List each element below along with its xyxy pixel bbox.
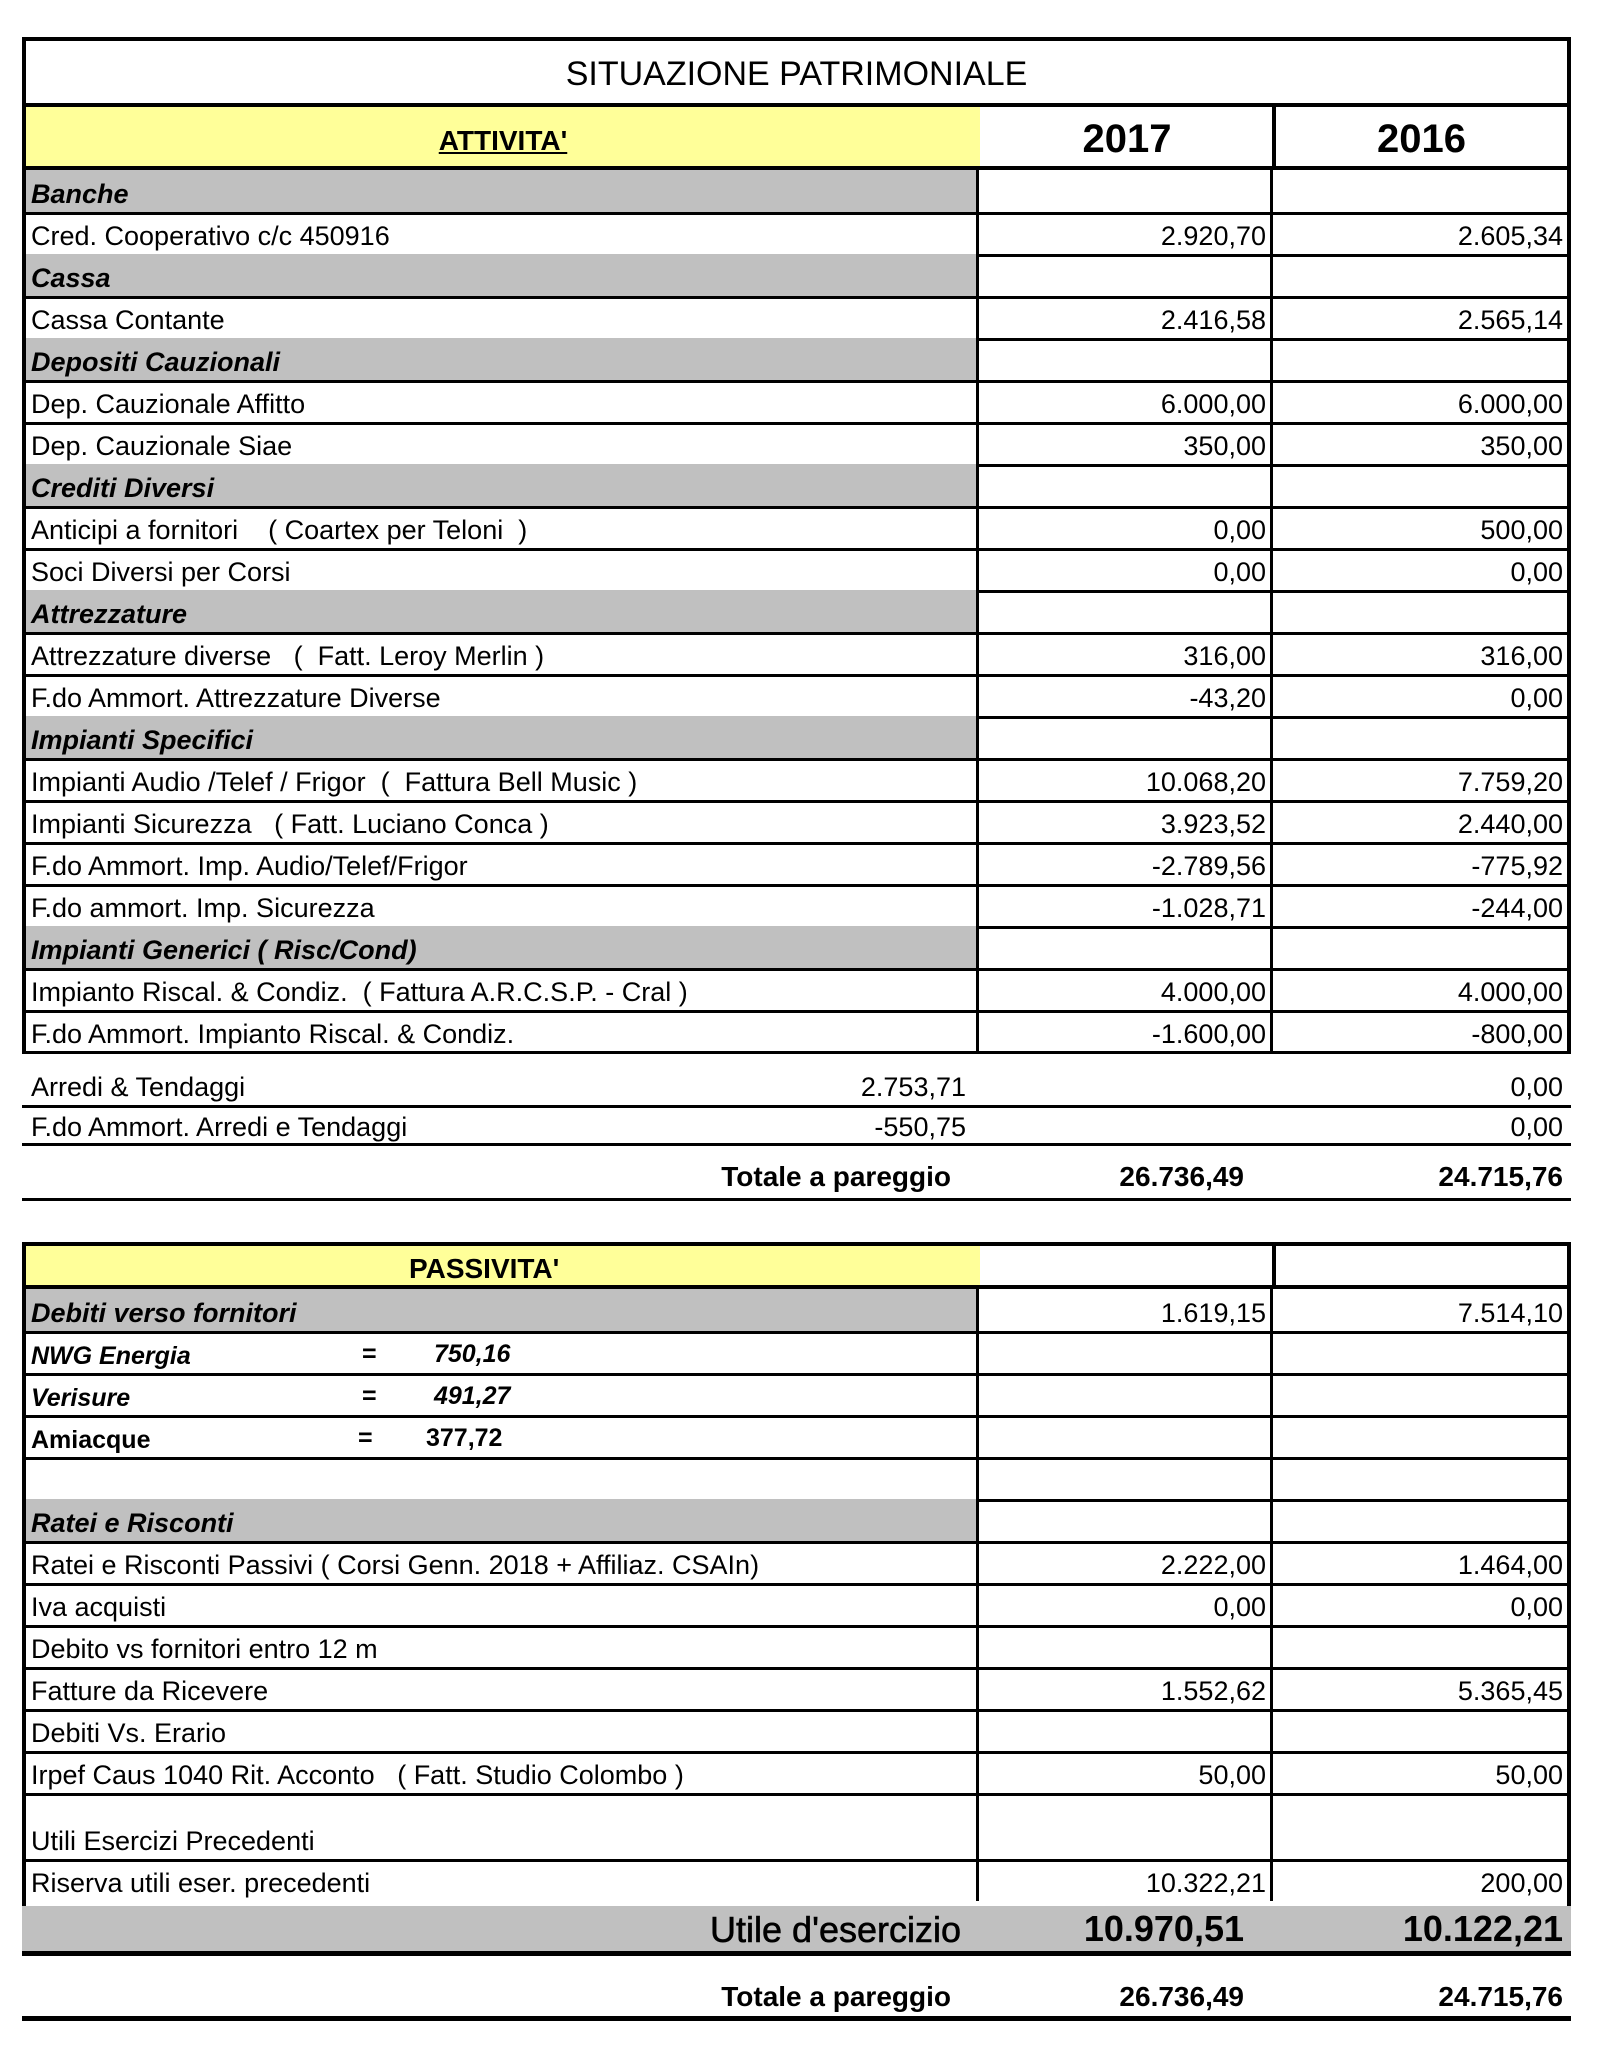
value-2016 — [1273, 1625, 1567, 1667]
value-2016: 5.365,45 — [1457, 1676, 1563, 1706]
passivita-total-label: Totale a pareggio — [721, 1981, 951, 2012]
value-2017 — [979, 1457, 1270, 1499]
value-2016: 500,00 — [1480, 515, 1563, 545]
row-label: Iva acquisti — [31, 1592, 167, 1622]
value-2016 — [1273, 338, 1567, 380]
value-2016: 2.440,00 — [1457, 809, 1563, 839]
value-2016 — [1273, 1709, 1567, 1751]
utile-label: Utile d'esercizio — [710, 1909, 961, 1950]
year-2017-header: 2017 — [1082, 117, 1172, 161]
equals-sign: = — [362, 1340, 377, 1368]
row-label: Attrezzature diverse ( Fatt. Leroy Merlin ) — [31, 641, 545, 671]
passivita-total-row — [22, 1975, 1571, 2021]
value-2017 — [979, 1625, 1270, 1667]
value-2016 — [1273, 590, 1567, 632]
value-2017 — [979, 1415, 1270, 1457]
value-2016 — [1273, 926, 1567, 968]
balance-sheet-title-box — [22, 37, 1571, 107]
row-label-cell — [26, 1709, 976, 1751]
table-row — [26, 632, 1567, 677]
value-2016 — [1273, 1373, 1567, 1415]
row-label: Impianti Sicurezza ( Fatt. Luciano Conca ) — [31, 809, 549, 839]
value-2016 — [1273, 1457, 1567, 1499]
row-label-cell — [26, 1373, 976, 1415]
table-row — [26, 968, 1567, 1013]
table-row — [26, 380, 1567, 425]
table-row — [26, 1415, 1567, 1460]
value-2017 — [979, 1499, 1270, 1541]
row-label-cell — [26, 716, 976, 758]
table-row — [26, 548, 1567, 593]
page-title: SITUAZIONE PATRIMONIALE — [565, 55, 1028, 93]
year-2016-header: 2016 — [1377, 117, 1466, 161]
value-2017 — [979, 1709, 1270, 1751]
detail-amount: 377,72 — [426, 1424, 503, 1452]
value-2017: 350,00 — [1183, 431, 1266, 461]
table-row — [26, 1331, 1567, 1376]
row-label-cell — [26, 548, 976, 590]
row-label: NWG Energia — [31, 1342, 191, 1370]
value-2017 — [979, 254, 1270, 296]
value-2017: 1.619,15 — [1160, 1298, 1266, 1328]
value-2017: 10.322,21 — [1145, 1868, 1266, 1898]
value-2017: 2.416,58 — [1160, 305, 1266, 335]
table-row — [26, 1793, 1567, 1862]
row-label-cell — [26, 254, 976, 296]
row-label: Debiti verso fornitori — [31, 1298, 297, 1328]
section-row — [26, 170, 1567, 215]
table-row — [26, 1625, 1567, 1670]
row-label: Debiti Vs. Erario — [31, 1718, 227, 1748]
passivita-header-cell — [26, 1246, 980, 1285]
value-2016: 0,00 — [1510, 1112, 1563, 1142]
row-label: F.do Ammort. Arredi e Tendaggi — [31, 1112, 408, 1142]
passivita-total-2017: 26.736,49 — [1119, 1981, 1244, 2012]
value-2016 — [1273, 1499, 1567, 1541]
row-label-cell — [26, 926, 976, 968]
value-2016: 4.000,00 — [1457, 977, 1563, 1007]
row-label: Cassa Contante — [31, 305, 225, 335]
row-label-cell — [26, 1583, 976, 1625]
row-label-cell — [26, 1331, 976, 1373]
value-2016 — [1273, 1793, 1567, 1859]
row-label-cell — [26, 380, 976, 422]
value-2017: 50,00 — [1198, 1760, 1266, 1790]
table-row — [26, 1709, 1567, 1754]
section-row — [26, 590, 1567, 635]
value-2017: 6.000,00 — [1160, 389, 1266, 419]
value-2016 — [1273, 1331, 1567, 1373]
row-label-cell — [26, 1859, 976, 1901]
value-2017: 0,00 — [1213, 1592, 1266, 1622]
row-label-cell — [26, 506, 976, 548]
passivita-heading — [409, 1253, 567, 1288]
row-label: F.do Ammort. Imp. Audio/Telef/Frigor — [31, 851, 468, 881]
arredi-rows — [22, 1060, 1571, 1145]
row-label: Cassa — [31, 263, 111, 293]
row-label: Ratei e Risconti Passivi ( Corsi Genn. 2018 + Affiliaz. CSAIn) — [31, 1550, 760, 1580]
equals-sign: = — [358, 1424, 373, 1452]
table-row — [26, 1373, 1567, 1418]
row-label: Banche — [31, 179, 129, 209]
table-row — [26, 212, 1567, 257]
value-2016: 50,00 — [1495, 1760, 1563, 1790]
value-2017: 316,00 — [1183, 641, 1266, 671]
value-2016: -775,92 — [1471, 851, 1563, 881]
value-2016: 2.605,34 — [1457, 221, 1563, 251]
row-label: Impianto Riscal. & Condiz. ( Fattura A.R.C.S.P. - Cral ) — [31, 977, 688, 1007]
value-2016: 7.759,20 — [1457, 767, 1563, 797]
row-label: F.do ammort. Imp. Sicurezza — [31, 893, 375, 923]
row-label-cell — [26, 1625, 976, 1667]
value-2017 — [979, 1373, 1270, 1415]
row-label: Verisure — [31, 1384, 131, 1412]
table-row — [26, 1751, 1567, 1796]
row-label: Impianti Specifici — [31, 725, 254, 755]
row-label-cell — [26, 674, 976, 716]
value-2016: 7.514,10 — [1457, 1298, 1563, 1328]
row-label-cell — [26, 1541, 976, 1583]
row-label-cell — [26, 632, 976, 674]
row-label: Depositi Cauzionali — [31, 347, 281, 377]
section-row — [26, 716, 1567, 761]
attivita-header — [22, 103, 1571, 170]
value-2016: 350,00 — [1480, 431, 1563, 461]
value-2017: 2.753,71 — [860, 1072, 966, 1102]
table-row — [26, 674, 1567, 719]
row-label-cell — [26, 1499, 976, 1541]
row-label-cell — [26, 884, 976, 926]
value-2017 — [979, 590, 1270, 632]
passivita-heading-text: PASSIVITA' — [409, 1253, 560, 1284]
utile-2017: 10.970,51 — [1083, 1908, 1244, 1949]
value-2017: 3.923,52 — [1160, 809, 1266, 839]
table-row — [22, 1060, 1571, 1108]
row-label-cell — [26, 296, 976, 338]
table-row — [26, 842, 1567, 887]
section-row — [26, 254, 1567, 299]
value-2017 — [979, 464, 1270, 506]
value-2017 — [979, 1793, 1270, 1859]
attivita-table — [22, 170, 1571, 1054]
row-label-cell — [26, 842, 976, 884]
row-label-cell — [26, 464, 976, 506]
value-2017: 4.000,00 — [1160, 977, 1266, 1007]
detail-amount: 750,16 — [434, 1340, 511, 1368]
passivita-header — [22, 1242, 1571, 1289]
value-2016: 0,00 — [1510, 683, 1563, 713]
passivita-table — [22, 1289, 1571, 1906]
row-label: Dep. Cauzionale Siae — [31, 431, 293, 461]
value-2017: -43,20 — [1189, 683, 1266, 713]
table-row — [26, 884, 1567, 929]
row-label: Impianti Generici ( Risc/Cond) — [31, 935, 417, 965]
value-2016 — [1273, 170, 1567, 212]
table-row — [26, 1541, 1567, 1586]
value-2017: 10.068,20 — [1145, 767, 1266, 797]
table-row — [26, 506, 1567, 551]
utile-esercizio-row — [22, 1906, 1571, 1956]
value-2016: -244,00 — [1471, 893, 1563, 923]
value-2017: -1.600,00 — [1151, 1019, 1266, 1049]
table-row — [26, 800, 1567, 845]
section-row — [26, 464, 1567, 509]
row-label-cell — [26, 212, 976, 254]
table-row — [26, 422, 1567, 467]
attivita-heading: ATTIVITA' — [438, 125, 568, 156]
table-row — [26, 1859, 1567, 1901]
value-2016: 0,00 — [1510, 557, 1563, 587]
value-2017 — [979, 1331, 1270, 1373]
value-2016: 200,00 — [1480, 1868, 1563, 1898]
value-2017 — [979, 338, 1270, 380]
value-2016: 2.565,14 — [1457, 305, 1563, 335]
table-row — [22, 1108, 1571, 1146]
row-label: Anticipi a fornitori ( Coartex per Teloni ) — [31, 515, 528, 545]
row-label-cell — [26, 1457, 976, 1499]
row-label: F.do Ammort. Impianto Riscal. & Condiz. — [31, 1019, 515, 1049]
row-label: Irpef Caus 1040 Rit. Acconto ( Fatt. Studio Colombo ) — [31, 1760, 684, 1790]
table-row — [26, 758, 1567, 803]
value-2016: 316,00 — [1480, 641, 1563, 671]
value-2016 — [1273, 1415, 1567, 1457]
value-2016 — [1273, 254, 1567, 296]
attivita-total-label: Totale a pareggio — [721, 1161, 951, 1192]
value-2017: 2.222,00 — [1160, 1550, 1266, 1580]
table-row — [26, 1457, 1567, 1502]
row-label: Attrezzature — [31, 599, 188, 629]
section-row — [26, 338, 1567, 383]
section-row — [26, 1289, 1567, 1334]
detail-amount: 491,27 — [434, 1382, 511, 1410]
row-label: Fatture da Ricevere — [31, 1676, 269, 1706]
row-label: Debito vs fornitori entro 12 m — [31, 1634, 378, 1664]
row-label: Crediti Diversi — [31, 473, 215, 503]
value-2017: -550,75 — [874, 1112, 966, 1142]
attivita-total-row — [22, 1155, 1571, 1201]
row-label-cell — [26, 800, 976, 842]
value-2017 — [979, 716, 1270, 758]
table-row — [26, 296, 1567, 341]
passivita-total-2016: 24.715,76 — [1438, 1981, 1563, 2012]
value-2017: 2.920,70 — [1160, 221, 1266, 251]
row-label: Arredi & Tendaggi — [31, 1072, 246, 1102]
value-2016: -800,00 — [1471, 1019, 1563, 1049]
row-label-cell — [26, 758, 976, 800]
table-row — [26, 1010, 1567, 1052]
value-2016: 6.000,00 — [1457, 389, 1563, 419]
row-label-cell — [26, 1010, 976, 1052]
row-label-cell — [26, 170, 976, 212]
row-label: Soci Diversi per Corsi — [31, 557, 291, 587]
row-label-cell — [26, 1415, 976, 1457]
value-2016: 0,00 — [1510, 1592, 1563, 1622]
row-label-cell — [26, 1751, 976, 1793]
value-2016 — [1273, 464, 1567, 506]
row-label: Impianti Audio /Telef / Frigor ( Fattura Bell Music ) — [31, 767, 638, 797]
row-label: Riserva utili eser. precedenti — [31, 1868, 371, 1898]
row-label: F.do Ammort. Attrezzature Diverse — [31, 683, 441, 713]
utile-2016: 10.122,21 — [1402, 1908, 1563, 1949]
table-row — [26, 1583, 1567, 1628]
value-2017: 0,00 — [1213, 557, 1266, 587]
row-label-cell — [26, 338, 976, 380]
row-label-cell — [26, 1289, 976, 1331]
row-label: Dep. Cauzionale Affitto — [31, 389, 306, 419]
row-label-cell — [26, 590, 976, 632]
equals-sign: = — [362, 1382, 377, 1410]
value-2017: -2.789,56 — [1151, 851, 1266, 881]
section-row — [26, 1499, 1567, 1544]
value-2016 — [1273, 716, 1567, 758]
value-2017: 1.552,62 — [1160, 1676, 1266, 1706]
row-label-cell — [26, 422, 976, 464]
value-2017: -1.028,71 — [1151, 893, 1266, 923]
section-row — [26, 926, 1567, 971]
table-row — [26, 1667, 1567, 1712]
row-label: Cred. Cooperativo c/c 450916 — [31, 221, 390, 251]
attivita-total-2016: 24.715,76 — [1438, 1161, 1563, 1192]
row-label-cell — [26, 968, 976, 1010]
row-label-cell — [26, 1667, 976, 1709]
header-divider — [1272, 1246, 1276, 1285]
value-2017: 0,00 — [1213, 515, 1266, 545]
row-label: Amiacque — [31, 1426, 151, 1454]
attivita-total-2017: 26.736,49 — [1119, 1161, 1244, 1192]
attivita-header-cell — [26, 107, 980, 166]
row-label: Utili Esercizi Precedenti — [31, 1826, 315, 1856]
value-2017 — [979, 170, 1270, 212]
value-2017 — [979, 926, 1270, 968]
value-2016: 1.464,00 — [1457, 1550, 1563, 1580]
value-2016: 0,00 — [1510, 1072, 1563, 1102]
row-label: Ratei e Risconti — [31, 1508, 234, 1538]
row-label-cell — [26, 1793, 976, 1859]
